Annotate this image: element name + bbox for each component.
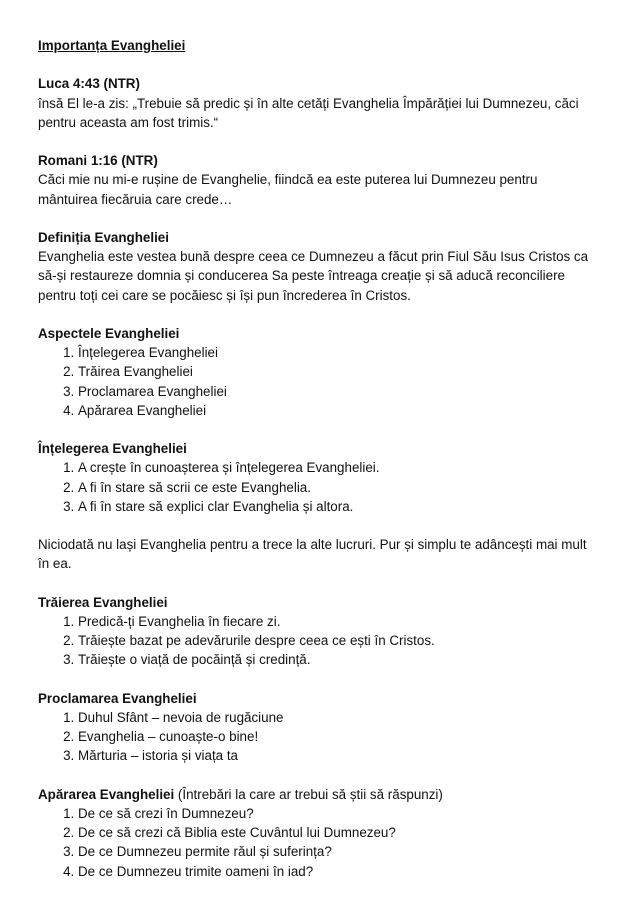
luca-section xyxy=(38,74,600,132)
romani-section xyxy=(38,151,600,209)
intelegerea-list xyxy=(38,458,600,516)
list-item: 3. A fi în stare să explici clar Evanghelia și altora. xyxy=(78,497,600,516)
apararea-note: (Întrebări la care ar trebui să știi să răspunzi) xyxy=(174,786,443,802)
apararea-section xyxy=(38,785,600,881)
proclamarea-list xyxy=(38,708,600,766)
apararea-heading-line xyxy=(38,785,600,804)
definitia-section xyxy=(38,228,600,305)
list-item: 2. A fi în stare să scrii ce este Evanghelia. xyxy=(78,478,600,497)
proclamarea-heading: Proclamarea Evangheliei xyxy=(38,690,197,706)
traierea-section xyxy=(38,593,600,670)
list-item: 3. De ce Dumnezeu permite răul și suferința? xyxy=(78,842,600,861)
traierea-list xyxy=(38,612,600,670)
intelegerea-section xyxy=(38,439,600,516)
aspectele-heading: Aspectele Evangheliei xyxy=(38,325,180,341)
intelegerea-heading: Înțelegerea Evangheliei xyxy=(38,441,187,457)
apararea-heading: Apărarea Evangheliei xyxy=(38,786,175,802)
traierea-heading: Trăierea Evangheliei xyxy=(38,594,168,610)
list-item: 3. Mărturia – istoria și viața ta xyxy=(78,746,600,765)
list-item: 2. De ce să crezi că Biblia este Cuvântul lui Dumnezeu? xyxy=(78,823,600,842)
apararea-list xyxy=(38,804,600,881)
list-item: 4. De ce Dumnezeu trimite oameni în iad? xyxy=(78,862,600,881)
aspectele-list xyxy=(38,343,600,420)
list-item: 1. De ce să crezi în Dumnezeu? xyxy=(78,804,600,823)
proclamarea-section xyxy=(38,689,600,766)
list-item: 2. Evanghelia – cunoaște-o bine! xyxy=(78,727,600,746)
list-item: 1. Înțelegerea Evangheliei xyxy=(78,343,600,362)
list-item: 4. Apărarea Evangheliei xyxy=(78,401,600,420)
intelegerea-paragraph-section xyxy=(38,535,600,573)
definitia-text: Evanghelia este vestea bună despre ceea ce Dumnezeu a făcut prin Fiul Său Isus Cristos ca să-și restaureze domnia și conducerea Sa peste întreaga creație și să aducă reconciliere pentru toți cei care se pocăiesc și își pun încrederea în Cristos. xyxy=(38,249,589,303)
list-item: 1. Predică-ți Evanghelia în fiecare zi. xyxy=(78,612,600,631)
document-page xyxy=(38,36,600,881)
list-item: 3. Proclamarea Evangheliei xyxy=(78,382,600,401)
list-item: 3. Trăiește o viață de pocăință și credință. xyxy=(78,650,600,669)
luca-reference: Luca 4:43 (NTR) xyxy=(38,76,140,92)
luca-verse: însă El le-a zis: „Trebuie să predic și în alte cetăți Evanghelia Împărăției lui Dumnezeu, căci pentru aceasta am fost trimis.“ xyxy=(38,95,579,130)
document-title: Importanța Evangheliei xyxy=(38,38,186,53)
romani-reference: Romani 1:16 (NTR) xyxy=(38,153,158,169)
list-item: 1. A crește în cunoașterea și înțelegerea Evangheliei. xyxy=(78,458,600,477)
list-item: 1. Duhul Sfânt – nevoia de rugăciune xyxy=(78,708,600,727)
aspectele-section xyxy=(38,324,600,420)
intelegerea-paragraph: Niciodată nu lași Evanghelia pentru a trece la alte lucruri. Pur și simplu te adâncești mai mult în ea. xyxy=(38,537,587,572)
definitia-heading: Definiția Evangheliei xyxy=(38,229,169,245)
list-item: 2. Trăiește bazat pe adevărurile despre ceea ce ești în Cristos. xyxy=(78,631,600,650)
list-item: 2. Trăirea Evangheliei xyxy=(78,362,600,381)
romani-verse: Căci mie nu mi-e rușine de Evanghelie, fiindcă ea este puterea lui Dumnezeu pentru mântuirea fiecăruia care crede… xyxy=(38,172,538,207)
